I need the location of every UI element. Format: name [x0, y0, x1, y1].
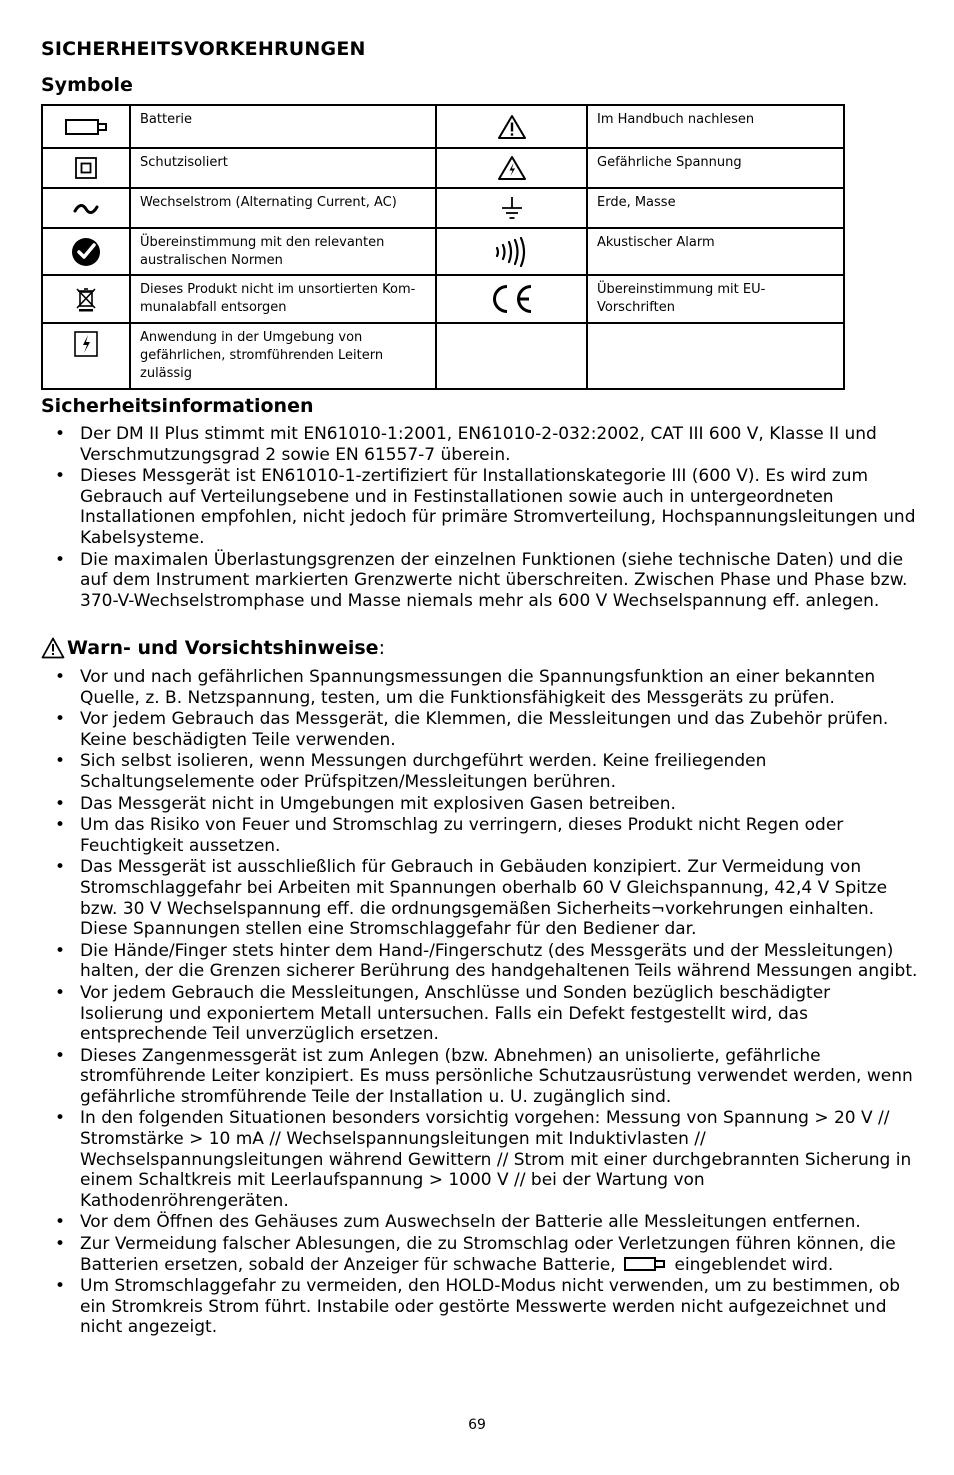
list-item: • Die Hände/Finger stets hinter dem Hand-/Fingerschutz (des Messgeräts und der Messleitungen) halten, der die Grenzen sicherer Berührung des handgehaltenen Teils während Messungen angibt. — [0, 941, 954, 982]
symbol-description: Akustischer Alarm — [587, 228, 844, 275]
list-item: • Sich selbst isolieren, wenn Messungen durchgeführt werden. Keine freiliegenden Schaltungselemente oder Prüfspitzen/Messleitungen berühren. — [0, 751, 954, 792]
symbol-description: Übereinstimmung mit den relevanten australischen Normen — [130, 228, 436, 275]
symbols-row — [42, 275, 844, 323]
warning-triangle-icon — [497, 114, 527, 140]
list-item-battery — [0, 1234, 954, 1275]
list-item: • Vor jedem Gebrauch das Messgerät, die Klemmen, die Messleitungen und das Zubehör prüfen. Keine beschädigten Teile verwenden. — [0, 709, 954, 750]
warnings-heading-text: Warn- und Vorsichtshinweise — [67, 637, 379, 659]
weee-bin-icon — [75, 286, 97, 312]
ground-icon — [499, 195, 525, 221]
symbol-description: Erde, Masse — [587, 188, 844, 228]
safety-info-heading: Sicherheitsinformationen — [41, 395, 314, 417]
ce-mark-icon — [489, 283, 535, 315]
double-insulation-icon — [74, 156, 98, 180]
warnings-list — [0, 667, 954, 1339]
list-item: • Der DM II Plus stimmt mit EN61010-1:2001, EN61010-2-032:2002, CAT III 600 V, Klasse II und Verschmutzungsgrad 2 sowie EN 61557-7 überein. — [0, 424, 954, 465]
list-item: • Dieses Messgerät ist EN61010-1-zertifiziert für Installationskategorie III (600 V). Es wird zum Gebrauch auf Verteilungsebene und in Festinstallationen sowie auch in untergeordneten Installationen empfohlen, nicht jedoch für primäre Stromverteilung, Hochspannungsleitungen und Kabelsysteme. — [0, 466, 954, 548]
live-conductor-icon — [73, 330, 99, 358]
list-item: • Dieses Zangenmessgerät ist zum Anlegen (bzw. Abnehmen) an unisolierte, gefährliche stromführende Leiter konzipiert. Es muss persönliche Schutzausrüstung verwendet werden, wenn gefährliche stromführende Teile der Installation u. U. zugänglich sind. — [0, 1046, 954, 1108]
list-item: • In den folgenden Situationen besonders vorsichtig vorgehen: Messung von Spannung > 20 V // Stromstärke > 10 mA // Wechselspannungsleitungen mit Induktivlasten // Wechselspannungsleitungen während Gewittern // Strom mit einer durchgebrannten Sicherung in einem Schaltkreis mit Leerlaufspannung > 1000 V // bei der Wartung von Kathodenröhrengeräten. — [0, 1108, 954, 1211]
list-item: • Um Stromschlaggefahr zu vermeiden, den HOLD-Modus nicht verwenden, um zu bestimmen, ob ein Stromkreis Strom führt. Instabile oder gestörte Messwerte werden nicht aufgezeichnet und nicht angezeigt. — [0, 1276, 954, 1338]
symbols-row — [42, 148, 844, 188]
symbol-description: Gefährliche Spannung — [587, 148, 844, 188]
symbol-description: Wechselstrom (Alternating Current, AC) — [130, 188, 436, 228]
symbols-heading: Symbole — [41, 74, 133, 96]
list-item: • Die maximalen Überlastungsgrenzen der einzelnen Funktionen (siehe technische Daten) und die auf dem Instrument markierten Grenzwerte nicht überschreiten. Zwischen Phase und Phase bzw. 370-V-Wechselstromphase und Masse niemals mehr als 600 V Wechselspannung eff. anlegen. — [0, 550, 954, 612]
battery-icon — [64, 118, 108, 136]
acoustic-alarm-icon — [492, 237, 532, 267]
dangerous-voltage-icon — [497, 155, 527, 181]
warnings-heading — [41, 637, 385, 659]
list-item: • Vor dem Öffnen des Gehäuses zum Auswechseln der Batterie alle Messleitungen entfernen. — [0, 1212, 954, 1233]
symbols-row — [42, 188, 844, 228]
list-item: • Das Messgerät ist ausschließlich für Gebrauch in Gebäuden konzipiert. Zur Vermeidung von Stromschlaggefahr bei Arbeiten mit Spannungen oberhalb 60 V Gleichspannung, 42,4 V Spitze bzw. 30 V Wechselspannung eff. die ordnungsgemäßen Sicherheits¬vorkehrungen einhalten. Diese Spannungen stellen eine Stromschlaggefahr für den Bediener dar. — [0, 857, 954, 939]
page-number: 69 — [468, 1417, 486, 1433]
battery-item-text-before: Zur Vermeidung falscher Ablesungen, die zu Stromschlag oder Verletzungen führen können, die Batterien ersetzen, sobald der Anzeiger für schwache Batterie, — [80, 1234, 896, 1275]
symbols-row — [42, 105, 844, 148]
c-tick-icon — [70, 236, 102, 268]
safety-info-list — [0, 424, 954, 612]
symbol-description: Batterie — [130, 105, 436, 148]
page-title: SICHERHEITSVORKEHRUNGEN — [41, 38, 366, 60]
symbols-row — [42, 323, 844, 389]
symbols-row — [42, 228, 844, 275]
symbol-description: Übereinstimmung mit EU-Vorschriften — [587, 275, 844, 323]
list-item: • Vor und nach gefährlichen Spannungsmessungen die Spannungsfunktion an einer bekannten Quelle, z. B. Netzspannung, testen, um die Funktionsfähigkeit des Messgeräts zu prüfen. — [0, 667, 954, 708]
warnings-heading-colon: : — [378, 637, 385, 659]
battery-icon — [623, 1256, 667, 1272]
symbol-description: Anwendung in der Umgebung von gefährlichen, stromführenden Leitern zulässig — [130, 323, 436, 389]
symbol-description: Schutzisoliert — [130, 148, 436, 188]
ac-tilde-icon — [72, 202, 100, 216]
list-item: • Vor jedem Gebrauch die Messleitungen, Anschlüsse und Sonden bezüglich beschädigter Isolierung und exponiertem Metall untersuchen. Falls ein Defekt festgestellt wird, das entsprechende Teil unverzüglich ersetzen. — [0, 983, 954, 1045]
list-item: • Das Messgerät nicht in Umgebungen mit explosiven Gasen betreiben. — [0, 794, 954, 815]
symbol-description: Im Handbuch nachlesen — [587, 105, 844, 148]
symbols-table — [41, 104, 845, 390]
warning-triangle-icon — [41, 637, 65, 659]
battery-item-text-after: eingeblendet wird. — [674, 1254, 834, 1275]
symbol-description: Dieses Produkt nicht im unsortierten Kom-munalabfall entsorgen — [130, 275, 436, 323]
empty-cell — [436, 323, 587, 389]
empty-cell — [587, 323, 844, 389]
list-item: • Um das Risiko von Feuer und Stromschlag zu verringern, dieses Produkt nicht Regen oder Feuchtigkeit aussetzen. — [0, 815, 954, 856]
